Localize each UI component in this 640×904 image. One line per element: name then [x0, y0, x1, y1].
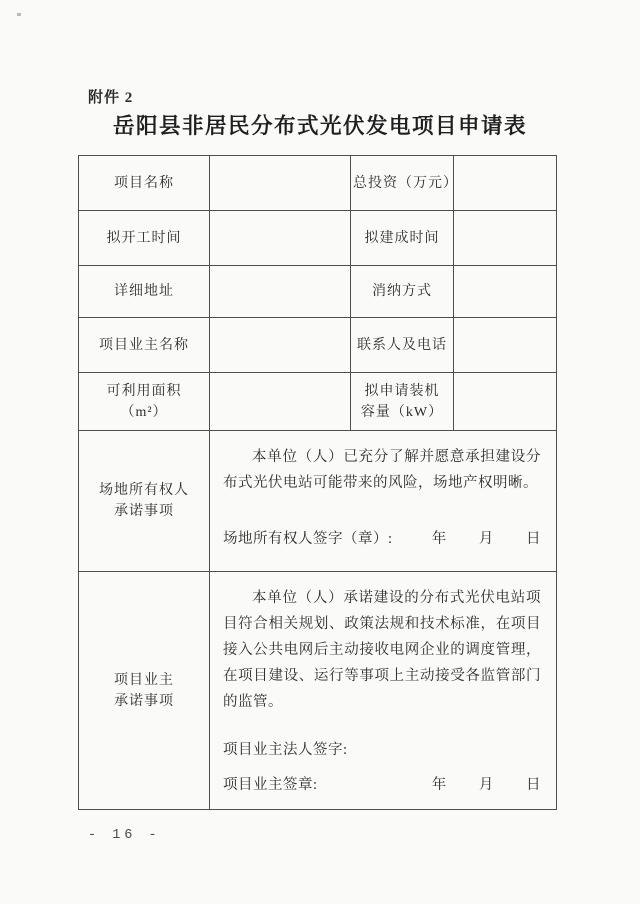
site-owner-commitment-cell — [210, 431, 557, 572]
project-owner-date-fields — [404, 774, 541, 796]
year-label: 年 — [431, 531, 447, 547]
usable-area-label-line2: （m²） — [120, 404, 168, 420]
attachment-label: 附件 2 — [88, 90, 134, 106]
planned-completion-date-label: 拟建成时间 — [351, 211, 454, 266]
total-investment-value-cell — [454, 156, 557, 211]
contact-person-phone-label: 联系人及电话 — [351, 318, 454, 373]
project-owner-commitment-label-line2: 承诺事项 — [114, 693, 174, 709]
project-owner-commitment-label — [79, 572, 210, 810]
project-owner-commitment-cell — [210, 572, 557, 810]
detailed-address-value-cell — [210, 266, 351, 318]
row-address — [79, 266, 557, 318]
year-label: 年 — [431, 777, 447, 793]
row-owner-name — [79, 318, 557, 373]
project-owner-name-value-cell — [210, 318, 351, 373]
contact-person-phone-value-cell — [454, 318, 557, 373]
project-name-label: 项目名称 — [79, 156, 210, 211]
project-name-value-cell — [210, 156, 351, 211]
row-area-capacity — [79, 373, 557, 431]
detailed-address-label: 详细地址 — [79, 266, 210, 318]
consumption-mode-label: 消纳方式 — [351, 266, 454, 318]
legal-representative-signature-line — [223, 739, 541, 761]
month-label: 月 — [478, 777, 494, 793]
site-owner-commitment-label — [79, 431, 210, 572]
row-developer-commitment — [79, 572, 557, 810]
site-owner-commitment-label-line2: 承诺事项 — [114, 504, 174, 519]
row-owner-commitment — [79, 431, 557, 572]
legal-representative-signature-label: 项目业主法人签字: — [223, 742, 348, 758]
project-owner-commitment-label-line1: 项目业主 — [114, 672, 174, 688]
installed-capacity-label-line2: 容量（kW） — [360, 404, 444, 420]
consumption-mode-value-cell — [454, 266, 557, 318]
site-owner-signature-label: 场地所有权人签字（章）: — [223, 531, 393, 547]
usable-area-label — [79, 373, 210, 431]
usable-area-value-cell — [210, 373, 351, 431]
month-label: 月 — [478, 531, 494, 547]
application-form-table — [78, 155, 557, 810]
row-start-date — [79, 211, 557, 266]
site-owner-commitment-text: 本单位（人）已充分了解并愿意承担建设分布式光伏电站可能带来的风险，场地产权明晰。 — [223, 449, 541, 491]
site-owner-commitment-label-line1: 场地所有权人 — [99, 483, 189, 498]
page-title: 岳阳县非居民分布式光伏发电项目申请表 — [112, 114, 527, 138]
installed-capacity-label-line1: 拟申请装机 — [364, 383, 440, 399]
project-owner-name-label: 项目业主名称 — [79, 318, 210, 373]
row-project-name — [79, 156, 557, 211]
usable-area-label-line1: 可利用面积 — [106, 383, 182, 399]
scan-speck — [17, 13, 21, 16]
page-number: - 16 - — [88, 828, 161, 843]
planned-completion-date-value-cell — [454, 211, 557, 266]
site-owner-date-fields — [404, 528, 541, 550]
day-label: 日 — [526, 531, 541, 547]
total-investment-label: 总投资（万元） — [351, 156, 454, 211]
planned-start-date-label: 拟开工时间 — [79, 211, 210, 266]
day-label: 日 — [526, 777, 541, 793]
project-owner-seal-label: 项目业主签章: — [223, 777, 318, 793]
installed-capacity-value-cell — [454, 373, 557, 431]
project-owner-seal-line — [223, 774, 541, 796]
project-owner-commitment-text: 本单位（人）承诺建设的分布式光伏电站项目符合相关规划、政策法规和技术标准，在项目接入公共电网后主动接收电网企业的调度管理，在项目建设、运行等事项上主动接受各监管部门的监管。 — [223, 590, 541, 710]
planned-start-date-value-cell — [210, 211, 351, 266]
installed-capacity-label — [351, 373, 454, 431]
site-owner-signature-line — [223, 528, 541, 550]
